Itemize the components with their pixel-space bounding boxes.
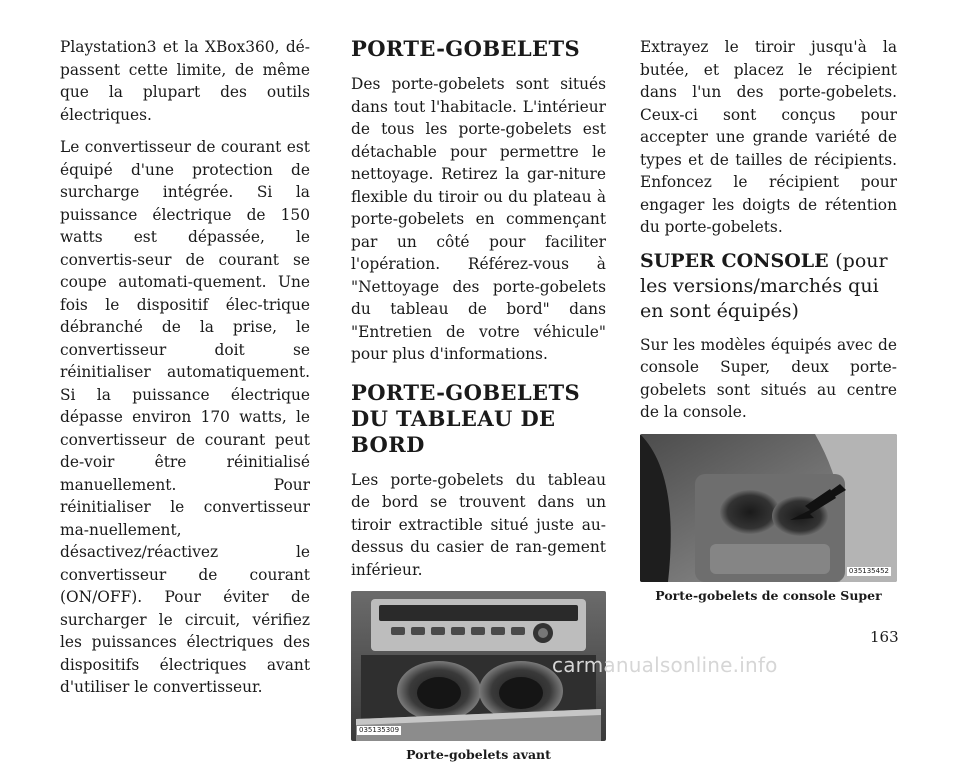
figure-caption: Porte-gobelets de console Super <box>655 587 882 603</box>
body-paragraph: Extrayez le tiroir jusqu'à la butée, et placez le récipient dans l'un des porte-gobelets. Ceux-ci sont conçus pour accepter une grande variété de types et de tailles de récipients. Enfoncez le récipient pour engager les doigts de rétention du porte-gobelets. <box>640 38 897 236</box>
page-number: 163 <box>870 628 899 646</box>
body-paragraph: Playstation3 et la XBox360, dé-passent cette limite, de même que la plupart des outils électriques. <box>60 38 310 124</box>
left-column <box>60 36 310 709</box>
heading-parenthetical: (pour les versions/marchés qui en sont équipés) <box>640 249 888 322</box>
body-paragraph: Sur les modèles équipés avec de console Super, deux porte-gobelets sont situés au centre de la console. <box>640 335 897 421</box>
watermark: carmanualsonline.info <box>552 653 778 677</box>
body-paragraph: Des porte-gobelets sont situés dans tout l'habitacle. L'intérieur de tous les porte-gobelets est détachable pour permettre le nettoyage. Retirez la gar-niture flexible du tiroir ou du plateau à porte-gobelets en commençant par un côté pour faciliter l'opération. Référez-vous à "Nettoyage des porte-gobelets du tableau de bord" dans "Entretien de votre véhicule" pour plus d'informations. <box>351 75 606 363</box>
body-paragraph: Le convertisseur de courant est équipé d'une protection de surcharge intégrée. Si la puissance électrique de 150 watts est dépassée, le convertis-seur de courant se coupe automati-quement. Une fois le dispositif élec-trique débranché de la prise, le convertisseur doit se réinitialiser automatiquement. Si la puissance électrique dépasse environ 170 watts, le convertisseur de courant peut de-voir être réinitialisé manuellement. Pour réinitialiser le convertisseur ma-nuellement, désactivez/réactivez le convertisseur de courant (ON/OFF). Pour éviter de surcharger le circuit, vérifiez les puissances électriques des dispositifs électriques avant d'utiliser le convertisseur. <box>60 138 310 696</box>
right-column <box>640 36 897 604</box>
section-heading <box>640 249 897 324</box>
super-console-cupholder-photo <box>640 434 897 582</box>
figure-caption: Porte-gobelets avant <box>406 747 551 762</box>
image-id-label: 035135309 <box>359 726 400 734</box>
heading-bold: SUPER CONSOLE <box>640 249 829 272</box>
section-heading: PORTE-GOBELETS <box>351 36 581 61</box>
image-id-label: 035135452 <box>848 566 889 575</box>
section-heading: PORTE-GOBELETS DU TABLEAU DE BORD <box>351 379 581 457</box>
body-paragraph: Les porte-gobelets du tableau de bord se trouvent dans un tiroir extractible situé juste au-dessus du casier de ran-gement inférieur. <box>351 470 606 579</box>
